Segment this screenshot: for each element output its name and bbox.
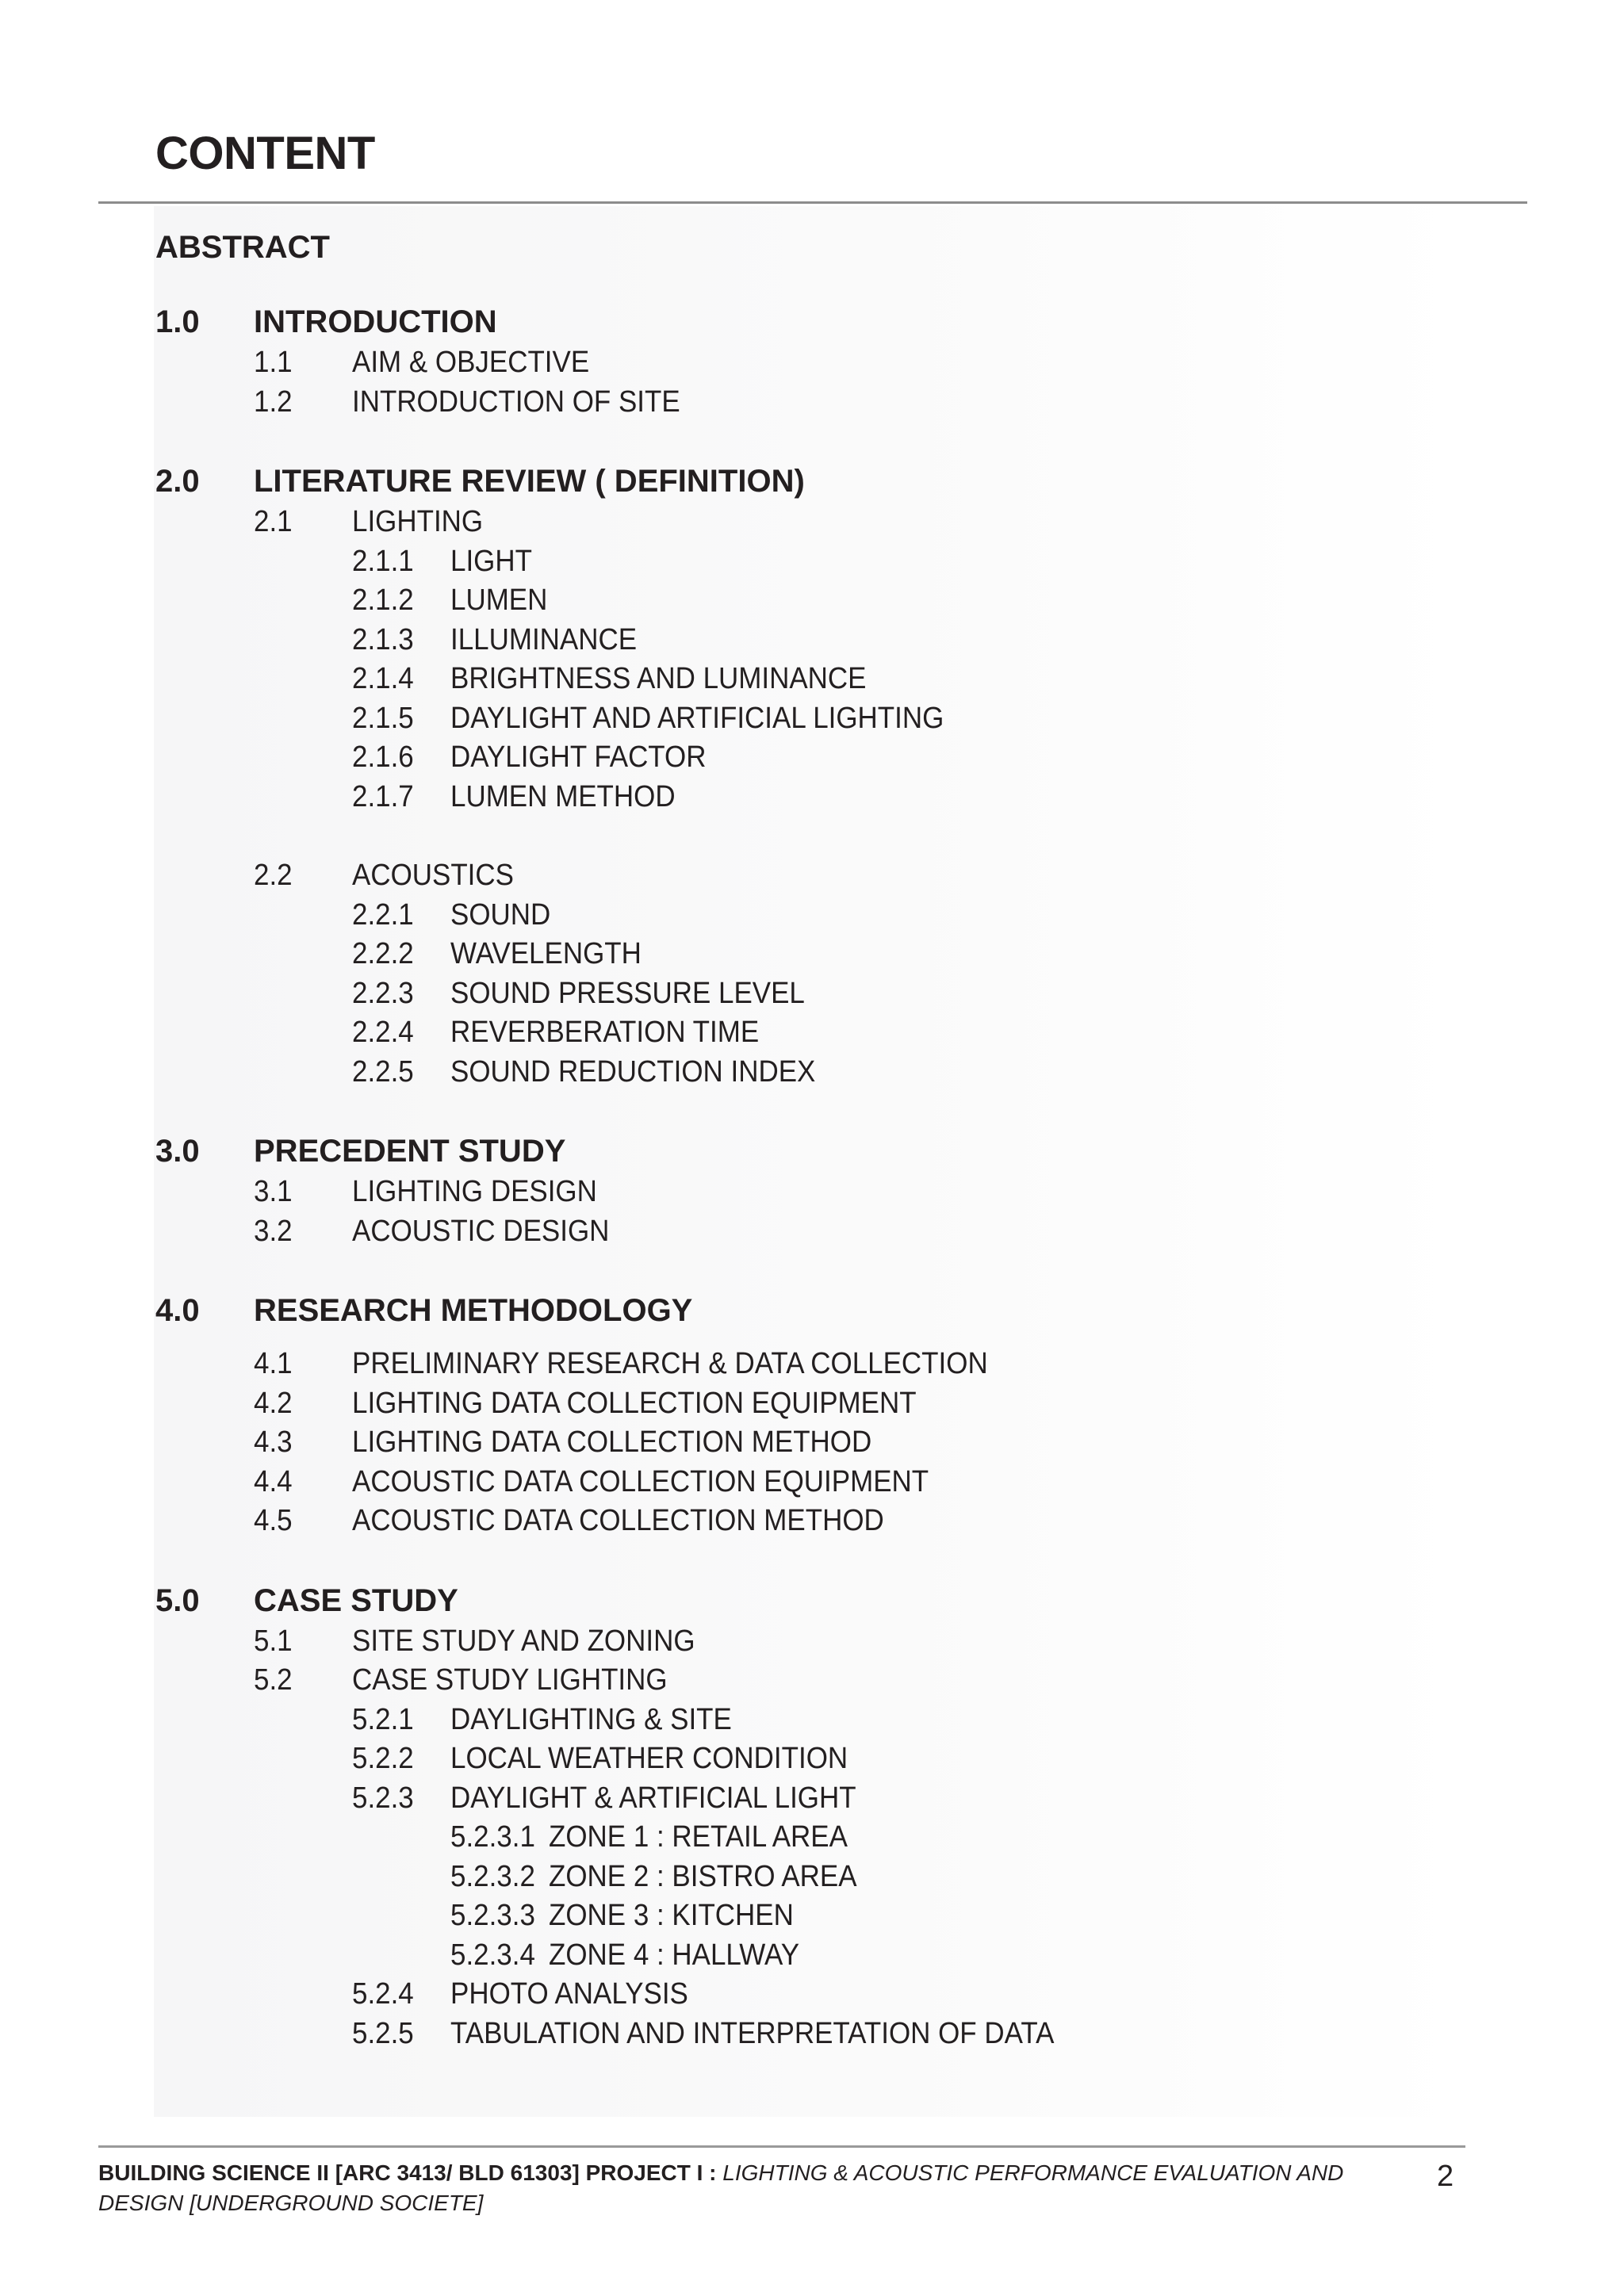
toc-label: PRELIMINARY RESEARCH & DATA COLLECTION bbox=[352, 1347, 988, 1380]
toc-label: REVERBERATION TIME bbox=[450, 1016, 760, 1049]
toc-subitem[interactable] bbox=[155, 937, 1424, 977]
toc-number: 5.2.4 bbox=[352, 1977, 414, 2011]
header-divider bbox=[98, 201, 1527, 204]
toc-label: ZONE 3 : KITCHEN bbox=[549, 1899, 794, 1932]
toc-number: 2.2.5 bbox=[352, 1054, 414, 1089]
toc-number: 2.1.2 bbox=[352, 584, 414, 617]
toc-label: BRIGHTNESS AND LUMINANCE bbox=[450, 662, 867, 695]
toc-item[interactable] bbox=[155, 859, 1424, 898]
spacer bbox=[155, 1334, 1424, 1347]
toc-label: ACOUSTIC DATA COLLECTION METHOD bbox=[352, 1504, 884, 1537]
toc-zone-item[interactable] bbox=[155, 1938, 1424, 1978]
toc-label: DAYLIGHTING & SITE bbox=[450, 1702, 732, 1736]
toc-item[interactable] bbox=[155, 1465, 1424, 1505]
page-number: 2 bbox=[1437, 2160, 1454, 2193]
footer-divider bbox=[98, 2145, 1465, 2148]
toc-number: 5.2.3.1 bbox=[450, 1820, 535, 1854]
toc-label: ZONE 2 : BISTRO AREA bbox=[549, 1859, 857, 1893]
footer-text bbox=[98, 2158, 1399, 2218]
toc-subitem[interactable] bbox=[155, 1977, 1424, 2017]
toc-subitem[interactable] bbox=[155, 1703, 1424, 1743]
toc-subitem[interactable] bbox=[155, 545, 1424, 584]
toc-number: 2.0 bbox=[155, 464, 200, 499]
toc-subitem[interactable] bbox=[155, 2017, 1424, 2057]
toc-label: ZONE 1 : RETAIL AREA bbox=[549, 1820, 848, 1854]
toc-number: 1.0 bbox=[155, 304, 200, 339]
toc-item[interactable] bbox=[155, 1387, 1424, 1426]
toc-subitem[interactable] bbox=[155, 623, 1424, 663]
toc-label: SOUND PRESSURE LEVEL bbox=[450, 976, 805, 1010]
toc-section-introduction bbox=[155, 304, 1424, 424]
toc-item[interactable] bbox=[155, 1215, 1424, 1254]
toc-label: SOUND REDUCTION INDEX bbox=[450, 1054, 816, 1089]
toc-item[interactable] bbox=[155, 1347, 1424, 1387]
toc-item[interactable] bbox=[155, 505, 1424, 545]
toc-number: 3.1 bbox=[254, 1175, 293, 1208]
toc-number: 5.2.5 bbox=[352, 2016, 414, 2050]
toc-label: LUMEN METHOD bbox=[450, 779, 676, 813]
toc-number: 2.1.3 bbox=[352, 622, 414, 656]
toc-label: ACOUSTICS bbox=[352, 859, 514, 892]
table-of-contents bbox=[155, 304, 1424, 2095]
toc-item[interactable] bbox=[155, 1663, 1424, 1703]
toc-number: 5.2.3.4 bbox=[450, 1938, 535, 1972]
toc-label: LITERATURE REVIEW ( DEFINITION) bbox=[254, 464, 805, 499]
toc-label: ZONE 4 : HALLWAY bbox=[549, 1938, 800, 1972]
toc-zone-item[interactable] bbox=[155, 1899, 1424, 1938]
toc-number: 4.3 bbox=[254, 1425, 293, 1459]
footer-project-title: LIGHTING & ACOUSTIC PERFORMANCE EVALUATION AND DESIGN [UNDERGROUND SOCIETE] bbox=[98, 2160, 1344, 2215]
toc-subitem[interactable] bbox=[155, 977, 1424, 1016]
toc-number: 2.2 bbox=[254, 859, 293, 892]
toc-number: 4.4 bbox=[254, 1464, 293, 1498]
toc-number: 2.1.1 bbox=[352, 544, 414, 578]
toc-number: 2.1.7 bbox=[352, 779, 414, 813]
toc-subitem[interactable] bbox=[155, 1742, 1424, 1781]
toc-label: TABULATION AND INTERPRETATION OF DATA bbox=[450, 2016, 1055, 2050]
toc-label: DAYLIGHT FACTOR bbox=[450, 740, 707, 774]
toc-label: LIGHTING DATA COLLECTION METHOD bbox=[352, 1425, 872, 1459]
toc-number: 5.2.1 bbox=[352, 1702, 414, 1736]
toc-heading[interactable] bbox=[155, 1583, 1424, 1624]
toc-section-case-study bbox=[155, 1583, 1424, 2057]
toc-label: INTRODUCTION OF SITE bbox=[352, 385, 680, 419]
toc-subitem[interactable] bbox=[155, 584, 1424, 623]
toc-number: 2.1 bbox=[254, 505, 293, 538]
toc-subitem[interactable] bbox=[155, 1055, 1424, 1095]
toc-label: LIGHTING bbox=[352, 505, 484, 538]
toc-number: 3.2 bbox=[254, 1214, 293, 1248]
toc-label: CASE STUDY LIGHTING bbox=[352, 1663, 668, 1697]
toc-number: 5.0 bbox=[155, 1582, 200, 1618]
toc-zone-item[interactable] bbox=[155, 1820, 1424, 1860]
toc-label: CASE STUDY bbox=[254, 1582, 458, 1618]
toc-subitem[interactable] bbox=[155, 1781, 1424, 1821]
toc-number: 2.1.4 bbox=[352, 662, 414, 695]
toc-number: 5.2.2 bbox=[352, 1742, 414, 1775]
toc-heading[interactable] bbox=[155, 1134, 1424, 1175]
toc-heading[interactable] bbox=[155, 304, 1424, 346]
toc-number: 1.2 bbox=[254, 385, 293, 419]
toc-label: PRECEDENT STUDY bbox=[254, 1134, 566, 1169]
toc-number: 5.1 bbox=[254, 1624, 293, 1658]
toc-item[interactable] bbox=[155, 1175, 1424, 1215]
toc-label: RESEARCH METHODOLOGY bbox=[254, 1293, 693, 1328]
toc-subitem[interactable] bbox=[155, 702, 1424, 741]
toc-number: 2.2.3 bbox=[352, 976, 414, 1010]
toc-number: 1.1 bbox=[254, 346, 293, 379]
toc-item[interactable] bbox=[155, 346, 1424, 385]
toc-label: LUMEN bbox=[450, 584, 548, 617]
toc-heading[interactable] bbox=[155, 1293, 1424, 1334]
toc-section-precedent-study bbox=[155, 1134, 1424, 1253]
toc-item[interactable] bbox=[155, 385, 1424, 425]
toc-label: ILLUMINANCE bbox=[450, 622, 638, 656]
toc-item[interactable] bbox=[155, 1425, 1424, 1465]
toc-heading[interactable] bbox=[155, 464, 1424, 505]
footer-course: BUILDING SCIENCE II [ARC 3413/ BLD 61303] PROJECT I : bbox=[98, 2160, 717, 2185]
toc-number: 5.2.3 bbox=[352, 1781, 414, 1815]
toc-subitem[interactable] bbox=[155, 898, 1424, 938]
toc-label: DAYLIGHT AND ARTIFICIAL LIGHTING bbox=[450, 701, 944, 735]
toc-label: LIGHTING DATA COLLECTION EQUIPMENT bbox=[352, 1386, 917, 1420]
toc-label: PHOTO ANALYSIS bbox=[450, 1977, 688, 2011]
toc-label: DAYLIGHT & ARTIFICIAL LIGHT bbox=[450, 1781, 856, 1815]
toc-label: SOUND bbox=[450, 897, 551, 932]
toc-item[interactable] bbox=[155, 1504, 1424, 1544]
toc-label: ACOUSTIC DATA COLLECTION EQUIPMENT bbox=[352, 1464, 929, 1498]
toc-number: 4.1 bbox=[254, 1347, 293, 1380]
toc-number: 2.2.1 bbox=[352, 897, 414, 932]
toc-number: 4.2 bbox=[254, 1386, 293, 1420]
spacer bbox=[155, 819, 1424, 859]
toc-abstract[interactable]: ABSTRACT bbox=[155, 230, 330, 265]
toc-subitem[interactable] bbox=[155, 780, 1424, 820]
toc-zone-item[interactable] bbox=[155, 1860, 1424, 1900]
toc-label: LIGHTING DESIGN bbox=[352, 1175, 597, 1208]
toc-label: AIM & OBJECTIVE bbox=[352, 346, 590, 379]
toc-number: 3.0 bbox=[155, 1134, 200, 1169]
toc-label: ACOUSTIC DESIGN bbox=[352, 1214, 610, 1248]
toc-label: LOCAL WEATHER CONDITION bbox=[450, 1742, 848, 1775]
toc-number: 5.2 bbox=[254, 1663, 293, 1697]
toc-section-research-methodology bbox=[155, 1293, 1424, 1544]
toc-number: 2.1.6 bbox=[352, 740, 414, 774]
page-title: CONTENT bbox=[155, 128, 375, 179]
toc-number: 2.1.5 bbox=[352, 701, 414, 735]
toc-number: 5.2.3.3 bbox=[450, 1899, 535, 1932]
toc-label: LIGHT bbox=[450, 544, 532, 578]
toc-label: SITE STUDY AND ZONING bbox=[352, 1624, 695, 1658]
toc-item[interactable] bbox=[155, 1624, 1424, 1664]
toc-subitem[interactable] bbox=[155, 1016, 1424, 1055]
toc-number: 4.0 bbox=[155, 1293, 200, 1328]
toc-section-literature-review bbox=[155, 464, 1424, 1094]
toc-subitem[interactable] bbox=[155, 740, 1424, 780]
toc-number: 2.2.2 bbox=[352, 937, 414, 970]
toc-label: INTRODUCTION bbox=[254, 304, 497, 339]
toc-number: 2.2.4 bbox=[352, 1016, 414, 1049]
toc-subitem[interactable] bbox=[155, 662, 1424, 702]
toc-number: 4.5 bbox=[254, 1504, 293, 1537]
toc-number: 5.2.3.2 bbox=[450, 1859, 535, 1893]
toc-label: WAVELENGTH bbox=[450, 937, 642, 970]
